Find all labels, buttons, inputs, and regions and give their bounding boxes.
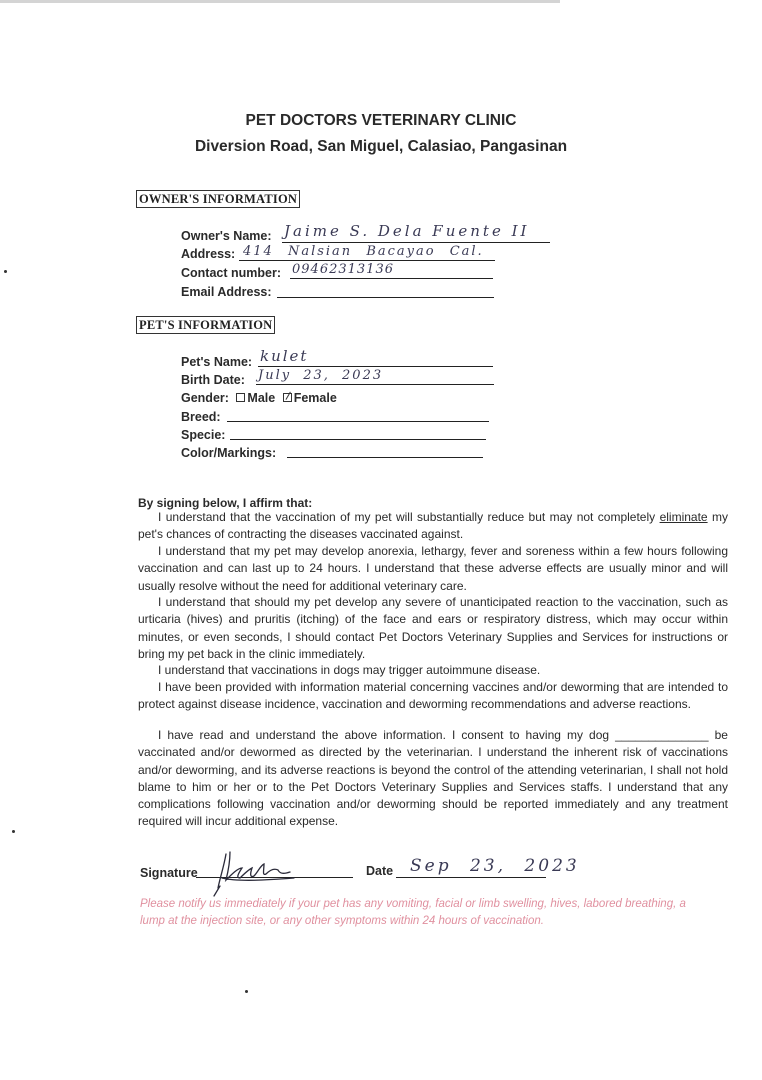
specie-line xyxy=(230,439,486,440)
owner-name-line xyxy=(282,242,550,243)
gender-male-checkbox[interactable] xyxy=(236,393,245,402)
affirmation-paragraph-1: I understand that the vaccination of my pet will substantially reduce but may not completely eliminate my pet's chances of contracting the diseases vaccinated against. xyxy=(138,510,728,542)
email-address-label: Email Address: xyxy=(181,285,272,299)
affirmation-heading: By signing below, I affirm that: xyxy=(138,496,313,510)
eliminate-underlined-word: eliminate xyxy=(659,510,708,524)
after-vaccination-notice: Please notify us immediately if your pet has any vomiting, facial or limb swelling, hives, labored breathing, a lump at the injection site, or any other symptoms within 24 hours of vaccination. xyxy=(140,898,686,927)
pet-name-line xyxy=(258,366,493,367)
contact-number-label: Contact number: xyxy=(181,266,281,280)
specie-label: Specie: xyxy=(181,428,226,442)
color-markings-line xyxy=(287,457,483,458)
birth-date-value: July 23, 2023 xyxy=(258,368,384,383)
pet-name-value: kulet xyxy=(260,347,309,365)
birth-date-line xyxy=(256,384,494,385)
breed-line xyxy=(227,421,489,422)
date-line xyxy=(396,877,546,878)
signature-label: Signature xyxy=(140,866,198,880)
scan-speck xyxy=(245,990,248,993)
affirmation-paragraph-3: I understand that should my pet develop any severe of unanticipated reaction to the vaccination, such as urticaria (hives) and pruritis (itching) of the face and ears or respiratory distress, which may occur within minutes, or even seconds, I should contact Pet Doctors Veterinary Supplies and Services for instructions or bring my pet back in the clinic immediately. xyxy=(138,595,728,661)
breed-label: Breed: xyxy=(181,410,221,424)
clinic-address: Diversion Road, San Miguel, Calasiao, Pangasinan xyxy=(194,138,568,155)
gender-label: Gender: xyxy=(181,391,229,405)
clinic-name: PET DOCTORS VETERINARY CLINIC xyxy=(245,112,517,129)
scan-edge-line xyxy=(0,0,560,3)
address-line xyxy=(239,260,495,261)
date-value: Sep 23, 2023 xyxy=(410,856,580,876)
scan-speck xyxy=(4,270,7,273)
dog-name-blank: ______________ xyxy=(615,728,709,742)
affirmation-paragraph-4: I understand that vaccinations in dogs may trigger autoimmune disease. xyxy=(158,663,541,677)
owner-name-label: Owner's Name: xyxy=(181,229,272,243)
pet-name-label: Pet's Name: xyxy=(181,355,253,369)
date-label: Date xyxy=(366,864,394,878)
pet-section-heading: PET'S INFORMATION xyxy=(136,316,275,334)
handwritten-signature xyxy=(208,848,300,898)
birth-date-label: Birth Date: xyxy=(181,373,245,387)
owner-name-value: Jaime S. Dela Fuente II xyxy=(284,222,530,240)
gender-row xyxy=(181,391,337,405)
contact-number-line xyxy=(290,278,493,279)
address-label: Address: xyxy=(181,247,236,261)
email-address-line xyxy=(277,297,494,298)
gender-male-label: Male xyxy=(247,391,276,405)
gender-female-label: Female xyxy=(293,391,337,405)
affirmation-paragraph-5: I have been provided with information material concerning vaccines and/or deworming that are intended to protect against disease incidence, vaccination and deworming recommendations and adverse reactions. xyxy=(138,680,728,712)
address-value: 414 Nalsian Bacayao Cal. xyxy=(243,244,484,259)
scan-speck xyxy=(12,830,15,833)
affirmation-paragraph-2: I understand that my pet may develop anorexia, lethargy, fever and soreness within a few hours following vaccination and can last up to 24 hours. I understand that these adverse effects are usually minor and will usually resolve without the need for additional veterinary care. xyxy=(138,544,728,593)
color-markings-label: Color/Markings: xyxy=(181,446,277,460)
gender-female-checkbox[interactable] xyxy=(283,393,292,402)
affirmation-paragraph-6: I have read and understand the above information. I consent to having my dog ______________ be vaccinated and/or dewormed as directed by the veterinarian. I understand the inherent risk of vaccinations and/or deworming, and its adverse reactions is beyond the control of the attending veterinarian, I shall not hold blame to him or her or to the Pet Doctors Veterinary Supplies and Services staffs. I understand that any complications following vaccination and/or deworming should be reported immediately and any treatment required will incur additional expense. xyxy=(138,728,728,829)
contact-number-value: 09462313136 xyxy=(292,262,394,277)
owner-section-heading: OWNER'S INFORMATION xyxy=(136,190,300,208)
